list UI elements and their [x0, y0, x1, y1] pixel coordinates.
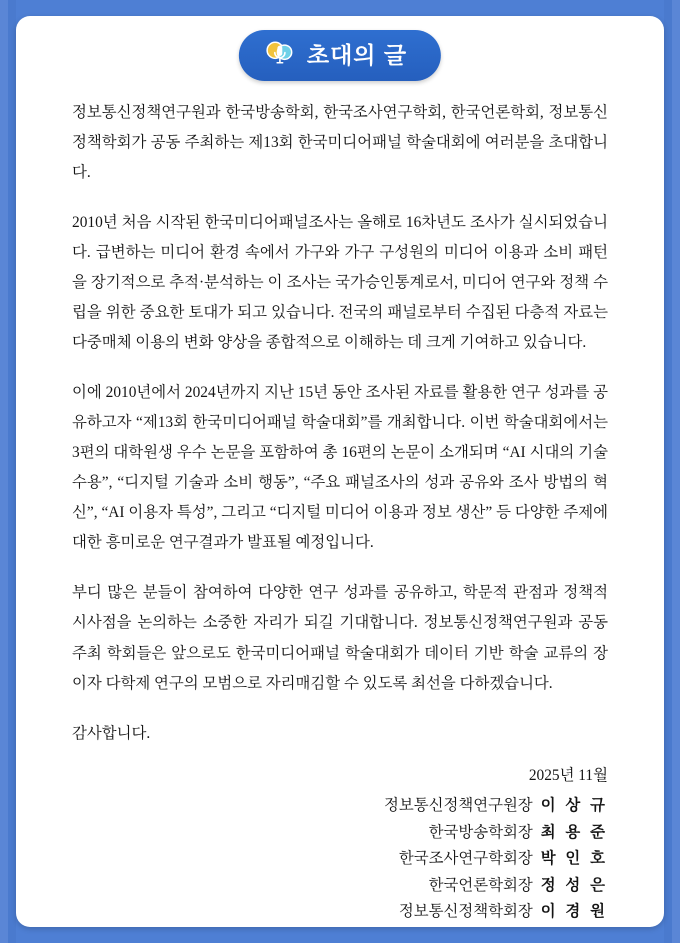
signature-row — [72, 873, 608, 899]
letter-body — [16, 16, 664, 927]
signer-name: 이 경 원 — [540, 903, 608, 921]
signer-org: 정보통신정책학회장 — [398, 903, 533, 921]
letter-paragraph-4: 부디 많은 분들이 참여하여 다양한 연구 성과를 공유하고, 학문적 관점과 정책적 시사점을 논의하는 소중한 자리가 되길 기대합니다. 정보통신정책연구원과 공동 주최 학회들은 앞으로도 한국미디어패널 학술대회가 데이터 기반 학술 교류의 장이자 다학제 연구의 모범으로 자리매김할 수 있도록 최선을 다하겠습니다. — [72, 584, 608, 692]
invitation-card — [16, 16, 664, 927]
letter-paragraph-1: 정보통신정책연구원과 한국방송학회, 한국조사연구학회, 한국언론학회, 정보통신정책학회가 공동 주최하는 제13회 한국미디어패널 학술대회에 여러분을 초대합니다. — [72, 104, 608, 182]
letter-paragraph-2: 2010년 처음 시작된 한국미디어패널조사는 올해로 16차년도 조사가 실시되었습니다. 급변하는 미디어 환경 속에서 가구와 가구 구성원의 미디어 이용과 소비 패턴을 장기적으로 추적·분석하는 이 조사는 국가승인통계로서, 미디어 연구와 정책 수립을 위한 중요한 토대가 되고 있습니다. 전국의 패널로부터 수집된 다층적 자료는 다중매체 이용의 변화 양상을 종합적으로 이해하는 데 크게 기여하고 있습니다. — [72, 214, 608, 352]
signer-org: 한국조사연구학회장 — [398, 850, 533, 868]
invitation-title-badge — [239, 30, 441, 81]
signer-org: 한국언론학회장 — [428, 876, 533, 894]
page-title: 초대의 글 — [306, 41, 408, 68]
signer-org: 정보통신정책연구원장 — [384, 797, 533, 815]
signer-name: 최 용 준 — [540, 823, 608, 841]
letter-closing: 감사합니다. — [72, 724, 151, 742]
microphone-icon — [265, 40, 295, 70]
signer-name: 박 인 호 — [540, 850, 608, 868]
signature-block — [72, 763, 608, 926]
signer-org: 한국방송학회장 — [428, 823, 533, 841]
signature-date: 2025년 11월 — [528, 766, 608, 784]
signature-row — [72, 899, 608, 925]
signature-row — [72, 846, 608, 872]
signature-row — [72, 820, 608, 846]
signer-name: 이 상 규 — [540, 797, 608, 815]
letter-paragraph-3: 이에 2010년에서 2024년까지 지난 15년 동안 조사된 자료를 활용한 연구 성과를 공유하고자 “제13회 한국미디어패널 학술대회”를 개최합니다. 이번 학술대회에서는 3편의 대학원생 우수 논문을 포함하여 총 16편의 논문이 소개되며 “AI 시대의 기술 수용”, “디지털 기술과 소비 행동”, “주요 패널조사의 성과 공유와 조사 방법의 혁신”, “AI 이용자 특성”, 그리고 “디지털 미디어 이용과 정보 생산” 등 다양한 주제에 대한 흥미로운 연구결과가 발표될 예정입니다. — [72, 384, 608, 552]
signature-row — [72, 793, 608, 819]
signer-name: 정 성 은 — [540, 876, 608, 894]
